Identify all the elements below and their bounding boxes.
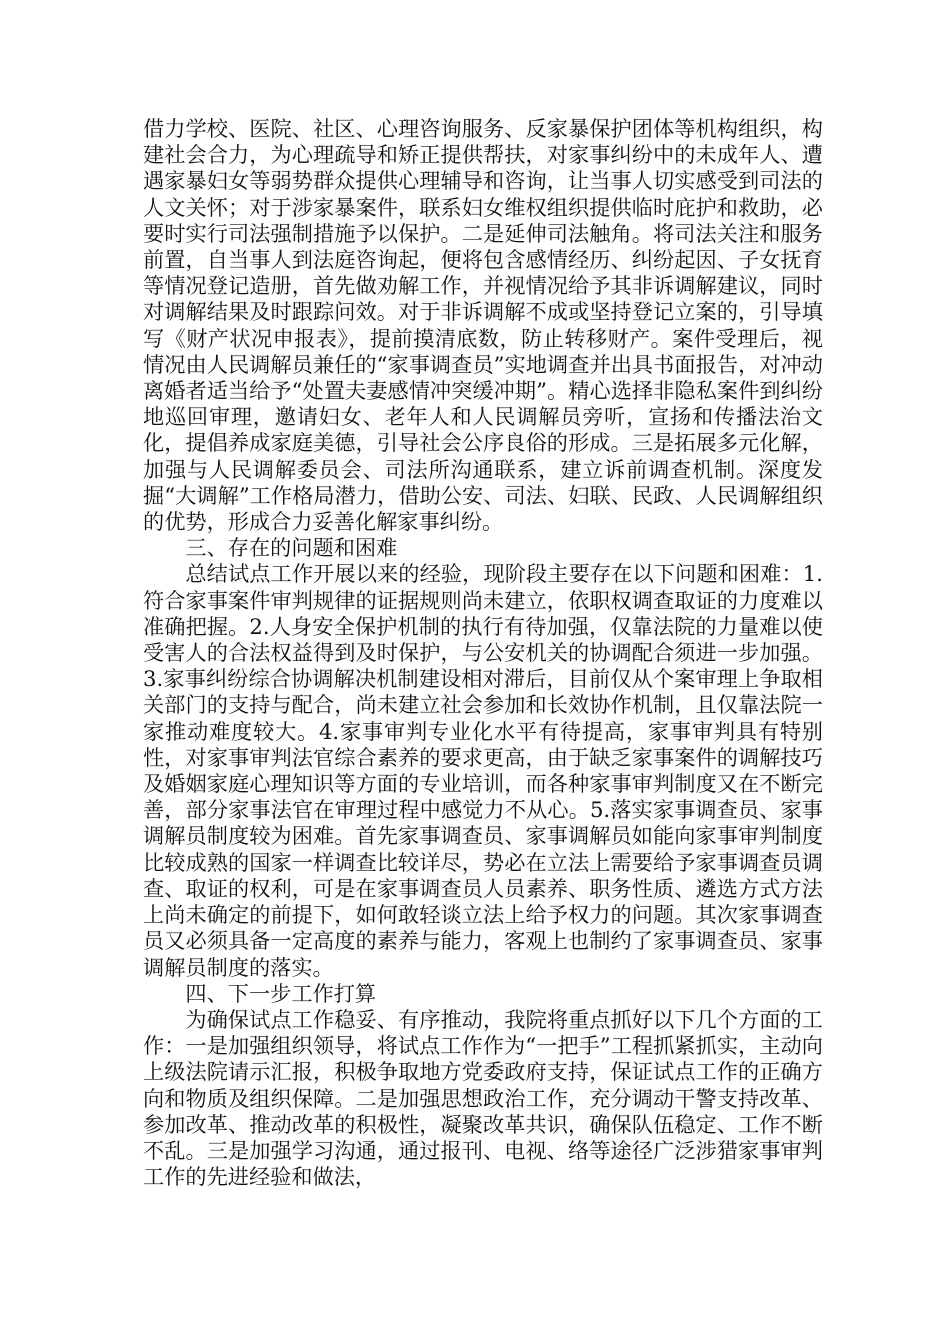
body-paragraph-3: 为确保试点工作稳妥、有序推动，我院将重点抓好以下几个方面的工作：一是加强组织领导，将试点工作作为“一把手”工程抓紧抓实，主动向上级法院请示汇报，积极争取地方党委政府支持，保证试点工作的正确方向和物质及组织保障。二是加强思想政治工作，充分调动干警支持改革、参加改革、推动改革的积极性，凝聚改革共识，确保队伍稳定、工作不断不乱。三是加强学习沟通，通过报刊、电视、络等途径广泛涉猎家事审判工作的先进经验和做法， — [143, 1006, 823, 1190]
body-paragraph-2: 总结试点工作开展以来的经验，现阶段主要存在以下问题和困难：1.符合家事案件审判规律的证据规则尚未建立，依职权调查取证的力度难以准确把握。2.人身安全保护机制的执行有待加强，仅靠法院的力量难以使受害人的合法权益得到及时保护，与公安机关的协调配合须进一步加强。3.家事纠纷综合协调解决机制建设相对滞后，目前仅从个案审理上争取相关部门的支持与配合，尚未建立社会参加和长效协作机制，且仅靠法院一家推动难度较大。4.家事审判专业化水平有待提高，家事审判具有特别性，对家事审判法官综合素养的要求更高，由于缺乏家事案件的调解技巧及婚姻家庭心理知识等方面的专业培训，而各种家事审判制度又在不断完善，部分家事法官在审理过程中感觉力不从心。5.落实家事调查员、家事调解员制度较为困难。首先家事调查员、家事调解员如能向家事审判制度比较成熟的国家一样调查比较详尽，势必在立法上需要给予家事调查员调查、取证的权利，可是在家事调查员人员素养、职务性质、遴选方式方法上尚未确定的前提下，如何敢轻谈立法上给予权力的问题。其次家事调查员又必须具备一定高度的素养与能力，客观上也制约了家事调查员、家事调解员制度的落实。 — [143, 561, 823, 980]
section-heading-3: 三、存在的问题和困难 — [185, 535, 398, 561]
document-page — [143, 116, 823, 1190]
body-paragraph-1: 借力学校、医院、社区、心理咨询服务、反家暴保护团体等机构组织，构建社会合力，为心理疏导和矫正提供帮扶，对家事纠纷中的未成年人、遭遇家暴妇女等弱势群众提供心理辅导和咨询，让当事人切实感受到司法的人文关怀；对于涉家暴案件，联系妇女维权组织提供临时庇护和救助，必要时实行司法强制措施予以保护。二是延伸司法触角。将司法关注和服务前置，自当事人到法庭咨询起，便将包含感情经历、纠纷起因、子女抚育等情况登记造册，首先做劝解工作，并视情况给予其非诉调解建议，同时对调解结果及时跟踪问效。对于非诉调解不成或坚持登记立案的，引导填写《财产状况申报表》，提前摸清底数，防止转移财产。案件受理后，视情况由人民调解员兼任的“家事调查员”实地调查并出具书面报告，对冲动离婚者适当给予“处置夫妻感情冲突缓冲期”。精心选择非隐私案件到纠纷地巡回审理，邀请妇女、老年人和人民调解员旁听，宣扬和传播法治文化，提倡养成家庭美德，引导社会公序良俗的形成。三是拓展多元化解，加强与人民调解委员会、司法所沟通联系，建立诉前调查机制。深度发掘“大调解”工作格局潜力，借助公安、司法、妇联、民政、人民调解组织的优势，形成合力妥善化解家事纠纷。 — [143, 116, 823, 535]
section-heading-4: 四、下一步工作打算 — [185, 980, 377, 1006]
